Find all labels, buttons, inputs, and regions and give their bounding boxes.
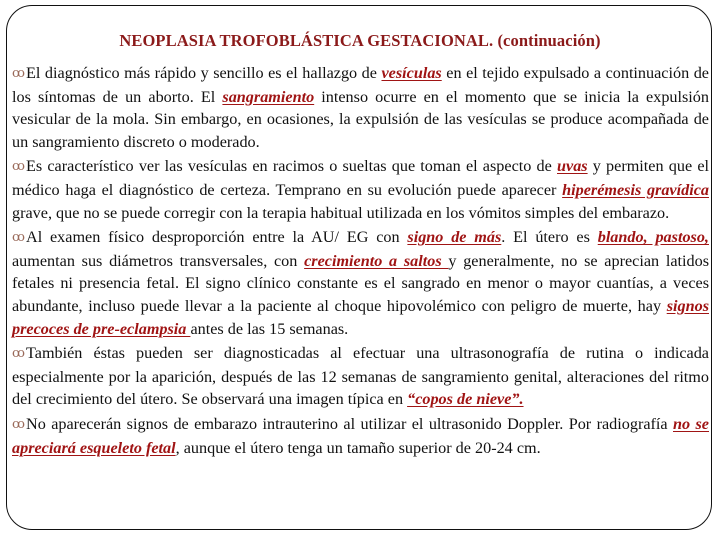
bullet-icon: ꝏ [12, 415, 25, 431]
text-segment: y generalmente, no se aprecian latidos fetales ni presencia fetal. El signo clínico constante es el sangrado en menor o mayor cuantías, a veces abundante, incluso puede llevar a la paciente al choque hipovolémico con peligro de muerte, hay [12, 251, 709, 315]
keyword-signo-de-mas: signo de más [407, 228, 502, 247]
keyword-vesiculas: vesículas [381, 64, 442, 82]
keyword-crecimiento-a-saltos: crecimiento a saltos [304, 251, 449, 270]
keyword-uvas: uvas [557, 157, 588, 176]
text-segment: Al examen físico desproporción entre la AU/ EG con [26, 228, 408, 247]
text-segment: También éstas pueden ser diagnosticadas al efectuar una ultrasonografía de rutina o indicada especialmente por la aparición, después de las 12 semanas de sangramiento genital, alteraciones del ritmo del crecimiento del útero. Se observará una imagen típica en [12, 344, 709, 409]
keyword-hiperemesis: hiperémesis gravídica [562, 180, 709, 199]
text-segment: antes de las 15 semanas. [190, 319, 349, 338]
bullet-icon: ꝏ [12, 229, 25, 245]
slide-body [12, 62, 709, 461]
text-segment: y permiten que el médico haga el diagnóstico de certeza. Temprano en su evolución puede aparecer [12, 157, 710, 199]
bullet-icon: ꝏ [12, 65, 25, 80]
keyword-esqueleto-fetal: no se apreciará esqueleto fetal [12, 414, 709, 457]
keyword-blando-pastoso: blando, pastoso, [597, 228, 709, 247]
slide-title: NEOPLASIA TROFOBLÁSTICA GESTACIONAL. (continuación) [119, 31, 601, 50]
paragraph-diagnosis [12, 62, 709, 153]
bullet-icon: ꝏ [12, 345, 25, 361]
text-segment: , aunque el útero tenga un tamaño superior de 20-24 cm. [175, 438, 541, 457]
paragraph-uvas [12, 155, 709, 224]
keyword-pre-eclampsia: signos precoces de pre-eclampsia [12, 296, 709, 338]
paragraph-examen-fisico [12, 226, 709, 340]
text-segment: aumentan sus diámetros transversales, con [12, 251, 305, 270]
text-segment: El diagnóstico más rápido y sencillo es el hallazgo de [26, 64, 382, 82]
keyword-copos-de-nieve: “copos de nieve”. [407, 390, 524, 409]
text-segment: grave, que no se puede corregir con la terapia habitual utilizada en los vómitos simples del embarazo. [12, 203, 670, 222]
text-segment: . El útero es [501, 228, 598, 247]
text-segment: Es característico ver las vesículas en racimos o sueltas que toman el aspecto de [26, 157, 557, 176]
text-segment: en el tejido expulsado a continuación de los síntomas de un aborto. El [12, 64, 709, 106]
paragraph-ultrasonografia [12, 342, 709, 411]
bullet-icon: ꝏ [12, 158, 25, 174]
text-segment: intenso ocurre en el momento que se inicia la expulsión vesicular de la mola. Sin embargo, en ocasiones, la expulsión de las vesículas se produce acompañada de un sangramiento discreto o moderado. [12, 87, 709, 151]
keyword-sangramiento: sangramiento [222, 87, 315, 106]
text-segment: No aparecerán signos de embarazo intrauterino al utilizar el ultrasonido Doppler. Por radiografía [26, 414, 673, 433]
paragraph-doppler [12, 413, 709, 459]
